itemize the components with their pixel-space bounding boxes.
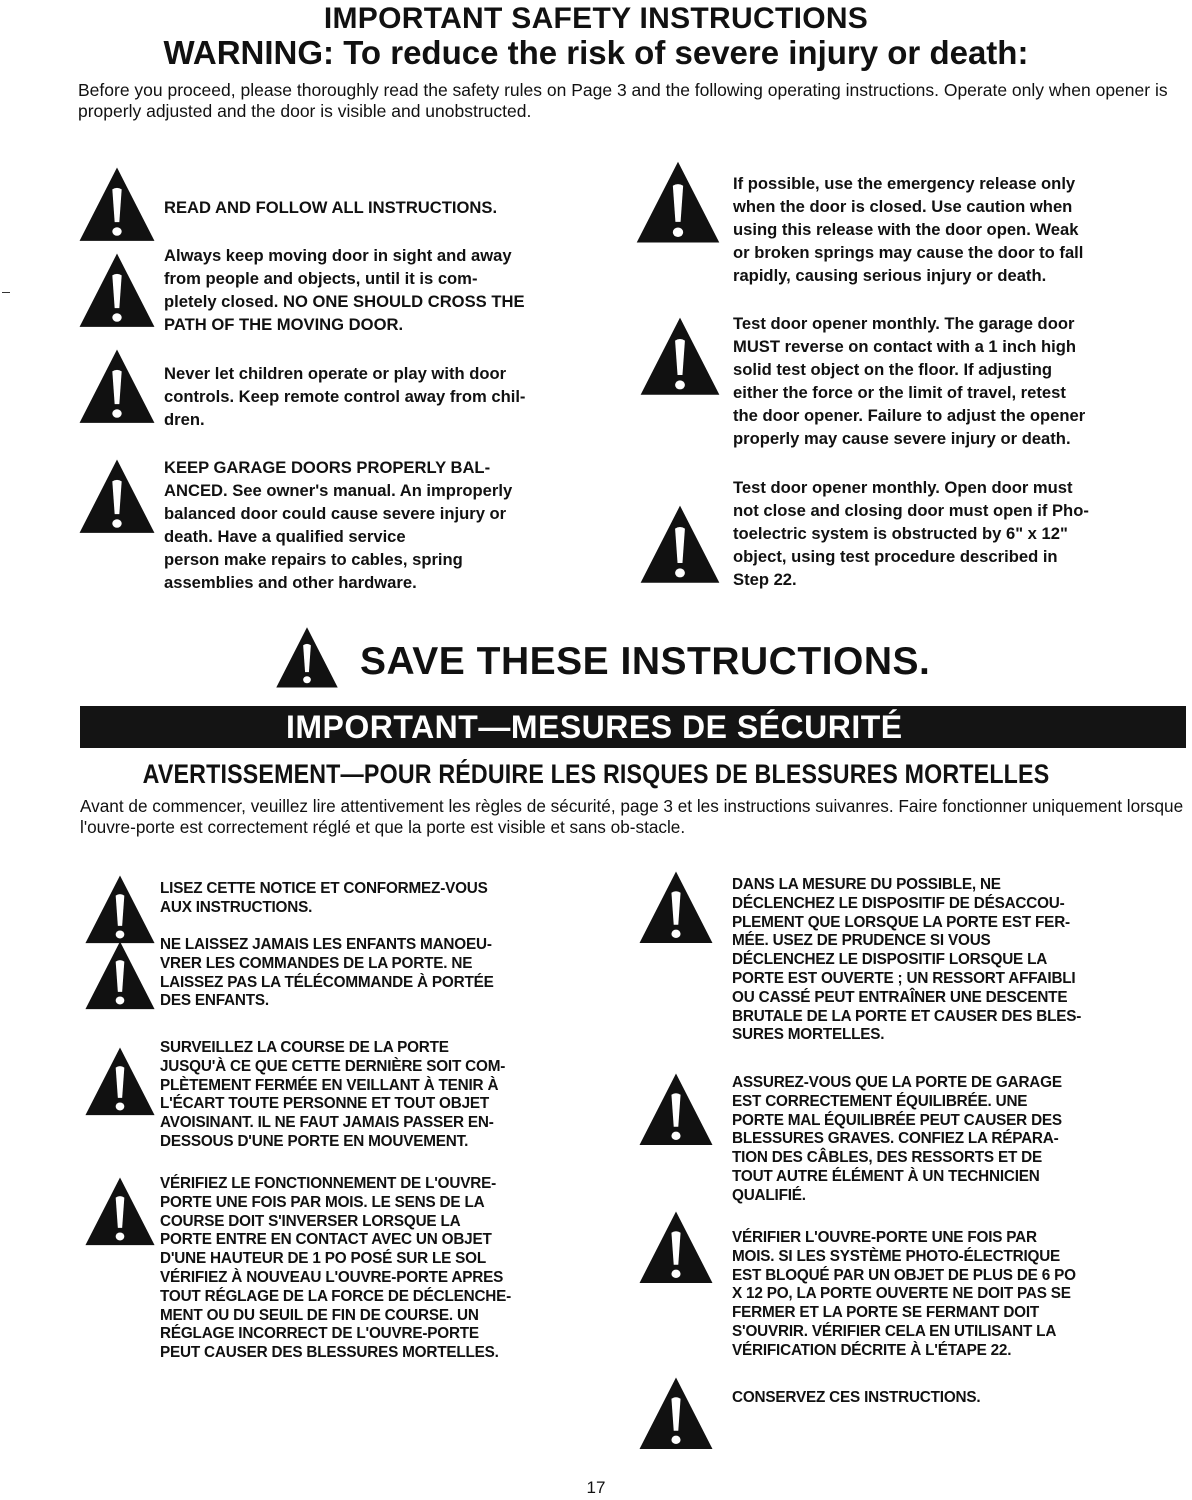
- page-number: 17: [586, 1478, 606, 1497]
- warning-triangle-icon: [76, 252, 158, 330]
- warning-heading: WARNING: To reduce the risk of severe injury or death:: [163, 34, 1029, 71]
- warning-triangle-icon: [636, 870, 716, 946]
- fr-left-item-3: SURVEILLEZ LA COURSE DE LA PORTE JUSQU'À CE QUE CETTE DERNIÈRE SOIT COM- PLÈTEMENT FERMÉE EN VEILLANT À TENIR À L'ÉCART TOUTE PERSONNE ET TOUT OBJET AVOISINANT. IL NE FAUT JAMAIS PASSER EN- DESSOUS D'UNE PORTE EN MOUVEMENT.: [160, 1039, 506, 1150]
- en-left-item-2: Always keep moving door in sight and away from people and objects, until it is com- pletely closed. NO ONE SHOULD CROSS THE PATH OF THE MOVING DOOR.: [164, 246, 525, 334]
- intro-paragraph: Before you proceed, please thoroughly read the safety rules on Page 3 and the following operating instructions. Operate only when opener is properly adjusted and the door is visible and unobstructed.: [78, 80, 1168, 121]
- warning-triangle-icon: [636, 1210, 716, 1286]
- en-right-item-2: Test door opener monthly. The garage door MUST reverse on contact with a 1 inch high solid test object on the floor. If adjusting either the force or the limit of travel, retest the door opener. Failure to adjust the opener properly may cause severe injury or death.: [733, 314, 1086, 448]
- french-intro-paragraph: Avant de commencer, veuillez lire attentivement les règles de sécurité, page 3 et les instructions suivanres. Faire fonctionner uniquement lorsque l'ouvre-porte est correctement réglé et que la porte est visible et sans ob-stacle.: [80, 796, 1184, 837]
- warning-triangle-icon: [82, 1046, 158, 1118]
- warning-triangle-icon: [636, 316, 724, 398]
- warning-triangle-icon: [82, 940, 158, 1012]
- fr-left-item-4: VÉRIFIEZ LE FONCTIONNEMENT DE L'OUVRE- PORTE UNE FOIS PAR MOIS. LE SENS DE LA COURSE DOIT S'INVERSER LORSQUE LA PORTE ENTRE EN CONTACT AVEC UN OBJET D'UNE HAUTEUR DE 1 PO POSÉ SUR LE SOL VÉRIFIEZ À NOUVEAU L'OUVRE-PORTE APRES TOUT RÉGLAGE DE LA FORCE DE DÉCLENCHE- MENT OU DU SEUIL DE FIN DE COURSE. UN RÉGLAGE INCORRECT DE L'OUVRE-PORTE PEUT CAUSER DES BLESSURES MORTELLES.: [160, 1175, 512, 1362]
- page-title: IMPORTANT SAFETY INSTRUCTIONS: [323, 2, 869, 35]
- warning-triangle-icon: [82, 1176, 158, 1248]
- en-left-item-4: KEEP GARAGE DOORS PROPERLY BAL- ANCED. See owner's manual. An improperly balanced door could cause severe injury or death. Have a qualified service person make repairs to cables, spring assemblies and other hardware.: [164, 458, 513, 592]
- warning-triangle-icon: [76, 348, 158, 426]
- fr-right-item-4: CONSERVEZ CES INSTRUCTIONS.: [732, 1389, 981, 1406]
- warning-triangle-icon: [636, 1376, 716, 1452]
- french-banner: IMPORTANT—MESURES DE SÉCURITÉ: [80, 706, 1186, 748]
- en-right-item-3: Test door opener monthly. Open door must not close and closing door must open if Pho- toelectric system is obstructed by 6" x 12" object, using test procedure described in Step 22.: [733, 478, 1089, 589]
- en-left-item-3: Never let children operate or play with door controls. Keep remote control away from chil- dren.: [164, 364, 526, 429]
- fr-left-item-2: NE LAISSEZ JAMAIS LES ENFANTS MANOEU- VRER LES COMMANDES DE LA PORTE. NE LAISSEZ PAS LA TÉLÉCOMMANDE À PORTÉE DES ENFANTS.: [160, 936, 494, 1010]
- fr-right-item-3: VÉRIFIER L'OUVRE-PORTE UNE FOIS PAR MOIS. SI LES SYSTÈME PHOTO-ÉLECTRIQUE EST BLOQUÉ PAR UN OBJET DE PLUS DE 6 PO X 12 PO, LA PORTE OUVERTE NE DOIT PAS SE FERMER ET LA PORTE SE FERMANT DOIT S'OUVRIR. VÉRIFIER CELA EN UTILISANT LA VÉRIFICATION DÉCRITE À L'ÉTAPE 22.: [732, 1229, 1076, 1359]
- fr-left-item-1: LISEZ CETTE NOTICE ET CONFORMEZ-VOUS AUX INSTRUCTIONS.: [160, 880, 488, 916]
- fr-right-item-2: ASSUREZ-VOUS QUE LA PORTE DE GARAGE EST CORRECTEMENT ÉQUILIBRÉE. UNE PORTE MAL ÉQUILIBRÉE PEUT CAUSER DES BLESSURES GRAVES. CONFIEZ LA RÉPARA- TION DES CÂBLES, DES RESSORTS ET DE TOUT AUTRE ÉLÉMENT À UN TECHNICIEN QUALIFIÉ.: [732, 1074, 1062, 1204]
- en-right-item-1: If possible, use the emergency release only when the door is closed. Use caution when using this release with the door open. Weak or broken springs may cause the door to fall rapidly, causing serious injury or death.: [733, 174, 1084, 285]
- fr-right-item-1: DANS LA MESURE DU POSSIBLE, NE DÉCLENCHEZ LE DISPOSITIF DE DÉSACCOU- PLEMENT QUE LORSQUE LA PORTE EST FER- MÉE. USEZ DE PRUDENCE SI VOUS DÉCLENCHEZ LE DISPOSITIF LORSQUE LA PORTE EST OUVERTE ; UN RESSORT AFFAIBLI OU CASSÉ PEUT ENTRAÎNER UNE DESCENTE BRUTALE DE LA PORTE ET CAUSER DES BLES- SURES MORTELLES.: [732, 876, 1082, 1044]
- warning-triangle-icon: [636, 1072, 716, 1148]
- french-title: AVERTISSEMENT—POUR RÉDUIRE LES RISQUES DE BLESSURES MORTELLES: [142, 759, 1050, 789]
- warning-triangle-icon: [262, 626, 352, 690]
- warning-triangle-icon: [76, 166, 158, 244]
- save-instructions-heading: SAVE THESE INSTRUCTIONS.: [360, 640, 931, 683]
- en-left-item-1: READ AND FOLLOW ALL INSTRUCTIONS.: [164, 198, 498, 217]
- warning-triangle-icon: [636, 504, 724, 586]
- warning-triangle-icon: [76, 458, 158, 536]
- warning-triangle-icon: [632, 160, 724, 246]
- warning-triangle-icon: [82, 874, 158, 946]
- margin-mark: [2, 292, 10, 293]
